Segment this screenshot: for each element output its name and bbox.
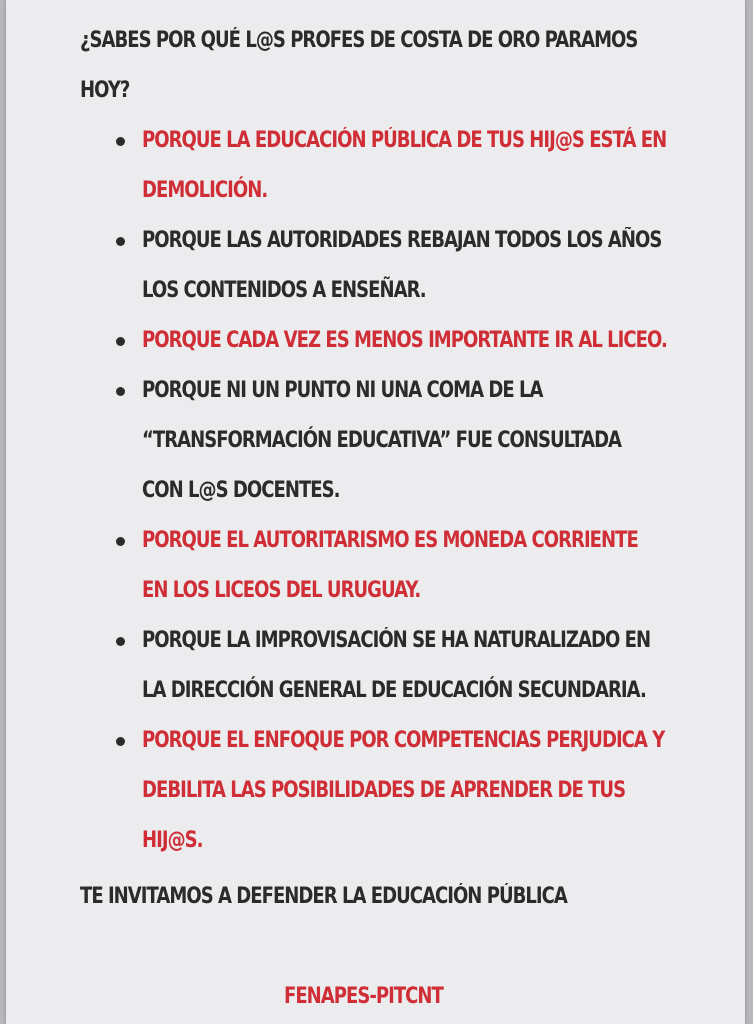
reason-item [142,516,680,616]
bullet-dot-icon [116,387,125,396]
reason-item [142,366,680,516]
bullet-dot-icon [116,337,125,346]
closing-invitation: TE INVITAMOS A DEFENDER LA EDUCACIÓN PÚBLICA [80,884,567,909]
reasons-list [80,116,680,866]
bullet-dot-icon [116,537,125,546]
reason-text: PORQUE EL ENFOQUE POR COMPETENCIAS PERJUDICA Y DEBILITA LAS POSIBILIDADES DE APRENDER DE TUS HIJ@S. [142,728,665,853]
reason-item [142,716,680,866]
reason-item [142,116,680,216]
reason-text: PORQUE CADA VEZ ES MENOS IMPORTANTE IR AL LICEO. [142,328,667,353]
reason-text: PORQUE LAS AUTORIDADES REBAJAN TODOS LOS AÑOS LOS CONTENIDOS A ENSEÑAR. [142,228,662,303]
reason-text: PORQUE LA IMPROVISACIÓN SE HA NATURALIZADO EN LA DIRECCIÓN GENERAL DE EDUCACIÓN SECUNDARIA. [142,628,651,703]
flyer-heading: ¿SABES POR QUÉ L@S PROFES DE COSTA DE ORO PARAMOS HOY? [80,28,638,103]
flyer-page [6,0,745,1024]
reason-item [142,616,680,716]
reason-text: PORQUE LA EDUCACIÓN PÚBLICA DE TUS HIJ@S ESTÁ EN DEMOLICIÓN. [142,128,667,203]
bullet-dot-icon [116,137,125,146]
bullet-dot-icon [116,237,125,246]
union-signature: FENAPES-PITCNT [284,984,443,1009]
reason-text: PORQUE NI UN PUNTO NI UNA COMA DE LA “TRANSFORMACIÓN EDUCATIVA” FUE CONSULTADA CON L@S DOCENTES. [142,378,622,503]
reason-item [142,216,680,316]
reason-item [142,316,680,366]
flyer-content [80,16,680,922]
bullet-dot-icon [116,637,125,646]
reason-text: PORQUE EL AUTORITARISMO ES MONEDA CORRIENTE EN LOS LICEOS DEL URUGUAY. [142,528,638,603]
bullet-dot-icon [116,737,125,746]
